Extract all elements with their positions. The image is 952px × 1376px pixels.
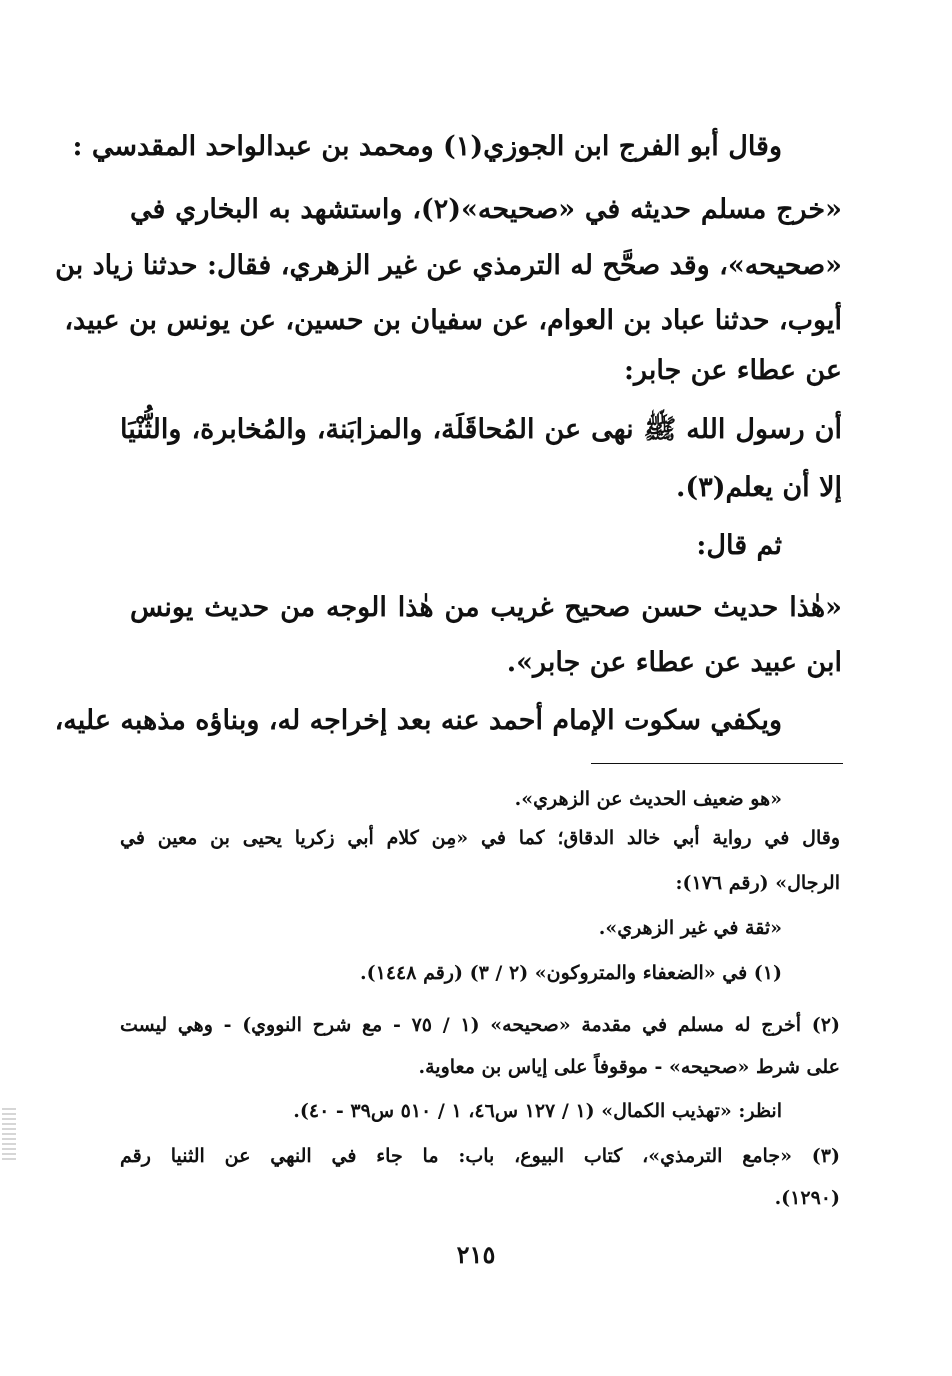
page-number: ٢١٥	[456, 1240, 496, 1269]
body-line: ويكفي سكوت الإمام أحمد عنه بعد إخراجه له، وبناؤه مذهبه عليه،	[54, 705, 782, 736]
body-line: ثم قال:	[696, 530, 782, 561]
footnote-line: على شرط «صحيحه» - موقوفاً على إياس بن معاوية.	[418, 1056, 840, 1078]
footnote-line: (١) في «الضعفاء والمتروكون» (٢ / ٣) (رقم ١٤٤٨).	[360, 962, 782, 984]
body-line: أيوب، حدثنا عباد بن العوام، عن سفيان بن حسين، عن يونس بن عبيد،	[64, 305, 842, 336]
body-line: وقال أبو الفرج ابن الجوزي(١) ومحمد بن عبدالواحد المقدسي :	[72, 131, 782, 162]
body-line: إلا أن يعلم(٣).	[676, 472, 842, 503]
footnote-line: «هو ضعيف الحديث عن الزهري».	[514, 788, 782, 810]
body-line: عن عطاء عن جابر:	[623, 355, 842, 386]
footnote-line: (١٢٩٠).	[774, 1187, 840, 1209]
body-line: ابن عبيد عن عطاء عن جابر».	[506, 647, 842, 678]
footnote-line: الرجال» (رقم ١٧٦):	[675, 872, 840, 894]
footnote-divider	[591, 763, 843, 764]
body-line: «خرج مسلم حديثه في «صحيحه»(٢)، واستشهد به البخاري في	[130, 194, 842, 225]
body-line: أن رسول الله ﷺ نهى عن المُحاقَلَة، والمزابَنة، والمُخابرة، والثُّنْيَا	[120, 414, 842, 445]
footnote-line: (٢) أخرج له مسلم في مقدمة «صحيحه» (١ / ٧٥ - مع شرح النووي) - وهي ليست	[120, 1014, 840, 1036]
footnote-line: «ثقة في غير الزهري».	[598, 917, 782, 939]
body-line: «صحيحه»، وقد صحَّح له الترمذي عن غير الزهري، فقال: حدثنا زياد بن	[55, 250, 842, 281]
body-line: «هٰذا حديث حسن صحيح غريب من هٰذا الوجه من حديث يونس	[130, 592, 842, 623]
footnote-line: وقال في رواية أبي خالد الدقاق؛ كما في «مِن كلام أبي زكريا يحيى بن معين في	[120, 827, 840, 849]
footnote-line: انظر: «تهذيب الكمال» (١ / ١٢٧ س٤٦، ١ / ٥١٠ س٣٩ - ٤٠).	[293, 1100, 782, 1122]
scan-edge-speck	[2, 1105, 16, 1160]
footnote-line: (٣) «جامع الترمذي»، كتاب البيوع، باب: ما جاء في النهي عن الثنيا رقم	[120, 1145, 840, 1167]
